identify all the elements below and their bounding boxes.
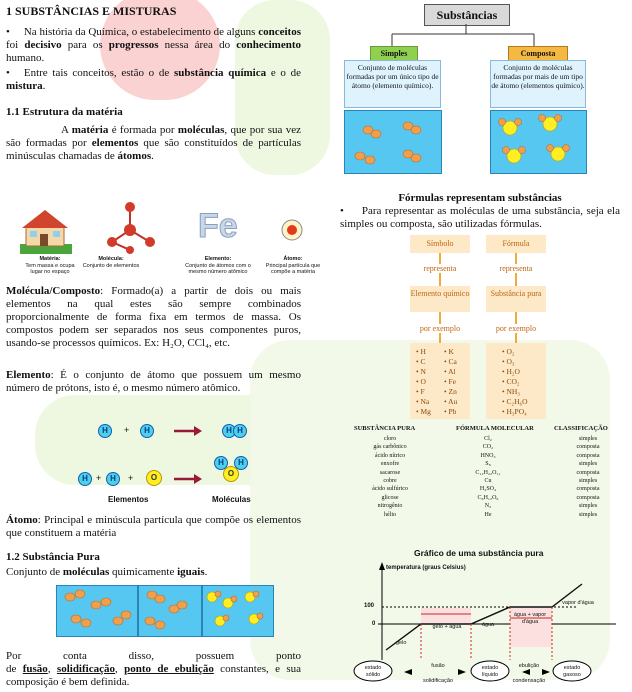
table-cell: cobre bbox=[383, 478, 397, 485]
table-cell: C₆H₁₂O₆ bbox=[477, 494, 499, 501]
paragraph: A matéria é formada por moléculas, que por sua vez são formadas por elementos que são constituídos de partículas minúsculas chamadas de átomos. bbox=[6, 124, 301, 162]
table-col-class bbox=[552, 435, 624, 519]
table-col-formula bbox=[440, 435, 536, 519]
example-item: • F bbox=[416, 387, 425, 396]
caption-atomo: Átomo: Principal partícula que compõe a matéria bbox=[265, 256, 321, 275]
arrow-icon bbox=[174, 474, 202, 484]
transition-solidificacao: solidificação bbox=[423, 678, 453, 684]
hydrogen-atom: H bbox=[214, 456, 228, 470]
graph-ylabel: temperatura (graus Celsius) bbox=[386, 565, 466, 571]
table-cell: S₈ bbox=[485, 461, 491, 468]
table-col-substance bbox=[340, 435, 440, 519]
oxygen-atom: O bbox=[223, 466, 239, 482]
table-cell: Cl₂ bbox=[484, 436, 492, 442]
table-cell: Cu bbox=[484, 478, 492, 485]
transition-condensacao: condensação bbox=[512, 678, 546, 684]
table-cell: composta bbox=[576, 452, 600, 459]
representa-label: representa bbox=[486, 264, 546, 273]
table-cell: simples bbox=[578, 478, 598, 485]
paragraph: de fusão, solidificação, ponto de ebulição constantes, e sua composição é bem definida. bbox=[6, 663, 302, 688]
state-solido: estado sólido bbox=[364, 665, 382, 678]
composta-description: Conjunto de moléculas formadas por mais de um tipo de átomo (elementos químico). bbox=[490, 60, 586, 108]
table-cell: hélio bbox=[384, 511, 396, 518]
example-item: • Ca bbox=[444, 357, 457, 366]
table-cell: gás carbônico bbox=[373, 444, 407, 451]
caption-materia: Matéria: Tem massa e ocupa lugar no espaço bbox=[25, 256, 75, 275]
plus-sign: + bbox=[124, 425, 130, 435]
section-title: 1 SUBSTÂNCIAS E MISTURAS bbox=[6, 4, 177, 18]
particle-dots bbox=[344, 110, 585, 172]
representa-label: representa bbox=[410, 264, 470, 273]
tick-0: 0 bbox=[372, 621, 376, 627]
table-cell: ácido nítrico bbox=[374, 452, 406, 459]
transition-fusao: fusão bbox=[431, 663, 445, 669]
substancias-title: Substâncias bbox=[424, 4, 510, 26]
example-item: • Pb bbox=[444, 407, 457, 416]
subsection-title: 1.2 Substância Pura bbox=[6, 551, 100, 563]
example-item: • O bbox=[416, 377, 426, 386]
subsection-title: 1.1 Estrutura da matéria bbox=[6, 106, 123, 118]
example-item: • Al bbox=[444, 367, 456, 376]
molecula-composto-definition: Molécula/Composto: Formado(a) a partir de dois ou mais elementos na qual estes são sempre combinados proporcionalmente de forma fixa em termos de massa. Os compostos podem ser separados nos seus componentes puros, usando-se processos químicos. Ex: H₂O, CCl₄, etc. bbox=[6, 285, 301, 349]
plus-sign: + bbox=[96, 473, 102, 483]
elemento-definition: Elemento: É o conjunto de átomo que possuem um mesmo número de prótons, isto é, o mesmo número atômico. bbox=[6, 369, 301, 394]
header-substancia: SUBSTÂNCIA PURA bbox=[354, 425, 416, 432]
bullet-paragraph: • Na história da Química, o estabelecimento de alguns conceitos foi decisivo para os progressos nessa área do conhecimento humano. bbox=[6, 26, 301, 64]
composta-label: Composta bbox=[508, 46, 568, 61]
hydrogen-atom: H bbox=[222, 424, 236, 438]
table-cell: simples bbox=[578, 436, 598, 442]
state-liquido: estado líquido bbox=[481, 665, 499, 678]
table-cell: composta bbox=[576, 494, 600, 501]
atomo-definition: Átomo: Principal e minúscula partícula que compõe os elementos que constituem a matéria bbox=[6, 514, 301, 539]
table-cell: enxofre bbox=[380, 461, 400, 468]
plus-sign: + bbox=[128, 473, 134, 483]
caption-elemento: Elemento: Conjunto de átomos com o mesmo número atômico bbox=[185, 256, 251, 275]
example-item: • Fe bbox=[444, 377, 457, 386]
hydrogen-atom: H bbox=[106, 472, 120, 486]
tick-100: 100 bbox=[364, 603, 375, 609]
particle-dots bbox=[56, 585, 272, 635]
example-item: • C₂H₆O bbox=[502, 397, 528, 406]
example-item: • N bbox=[416, 367, 426, 376]
example-item: • NH₃ bbox=[502, 387, 520, 396]
table-cell: sacarose bbox=[379, 469, 401, 476]
state-gasoso: estado gasoso bbox=[563, 665, 581, 678]
graph-title: Gráfico de uma substância pura bbox=[414, 548, 544, 558]
example-item: • H bbox=[416, 347, 426, 356]
tree-lines bbox=[330, 24, 610, 48]
hydrogen-atom: H bbox=[98, 424, 112, 438]
simples-description: Conjunto de moléculas formadas por um único tipo de átomo (elemento químico). bbox=[344, 60, 441, 108]
example-item: • C bbox=[416, 357, 426, 366]
formulas-paragraph: • Para representar as moléculas de uma substância, seja ela simples ou composta, são utilizadas fórmulas. bbox=[340, 205, 620, 230]
examples-box-substances bbox=[486, 343, 546, 419]
oxygen-atom: O bbox=[146, 470, 162, 486]
formula-box: Fórmula bbox=[486, 235, 546, 253]
example-item: • H₃PO₄ bbox=[502, 407, 527, 416]
elements-label: Elementos bbox=[108, 495, 149, 504]
table-cell: simples bbox=[578, 503, 598, 510]
house-illustration bbox=[18, 206, 73, 254]
paragraph: Conjunto de moléculas quimicamente iguais. bbox=[6, 566, 208, 578]
molecule-illustration bbox=[100, 198, 162, 256]
caption-molecula: Molécula: Conjunto de elementos bbox=[82, 256, 140, 269]
table-cell: simples bbox=[578, 461, 598, 468]
hydrogen-atom: H bbox=[233, 424, 247, 438]
atom-icon bbox=[280, 218, 304, 242]
hydrogen-atom: H bbox=[140, 424, 154, 438]
examples-box-elements bbox=[410, 343, 470, 419]
header-formula: FÓRMULA MOLECULAR bbox=[456, 425, 534, 432]
table-cell: H₂SO₄ bbox=[479, 486, 497, 493]
example-item: • K bbox=[444, 347, 454, 356]
table-cell: composta bbox=[576, 486, 600, 493]
elemento-quimico-box: Elemento químico bbox=[410, 286, 470, 312]
table-cell: CO₂ bbox=[482, 444, 494, 451]
table-cell: He bbox=[484, 511, 492, 518]
substancia-pura-box: Substância pura bbox=[486, 286, 546, 312]
table-cell: ácido sulfúrico bbox=[372, 486, 408, 493]
bullet-paragraph: • Entre tais conceitos, estão o de substância química e o de mistura. bbox=[6, 67, 301, 92]
segment-gelo-agua: gelo + água bbox=[432, 624, 462, 630]
example-item: • H₂O bbox=[502, 367, 520, 376]
table-cell: N₂ bbox=[484, 503, 492, 510]
table-cell: nitrogênio bbox=[377, 503, 403, 510]
table-cell: simples bbox=[578, 511, 598, 518]
table-cell: glicose bbox=[381, 494, 399, 501]
table-cell: HNO₃ bbox=[480, 452, 496, 459]
header-classificacao: CLASSIFICAÇÃO bbox=[554, 425, 608, 432]
simbolo-box: Símbolo bbox=[410, 235, 470, 253]
molecules-label: Moléculas bbox=[212, 495, 251, 504]
hydrogen-atom: H bbox=[234, 456, 248, 470]
arrow-icon bbox=[174, 426, 202, 436]
segment-gelo: gelo bbox=[396, 640, 407, 646]
segment-vapor: vapor d'água bbox=[562, 600, 594, 606]
segment-agua-vapor: água + vapor d'água bbox=[513, 612, 547, 625]
table-cell: composta bbox=[576, 444, 600, 451]
formulas-title: Fórmulas representam substâncias bbox=[398, 192, 562, 204]
example-item: • O₂ bbox=[502, 347, 515, 356]
table-cell: cloro bbox=[383, 436, 397, 442]
simples-label: Simples bbox=[370, 46, 418, 61]
example-item: • Au bbox=[444, 397, 458, 406]
table-cell: composta bbox=[576, 469, 600, 476]
table-cell: C₁₂H₂₂O₁₁ bbox=[475, 469, 501, 476]
transition-ebulicao: ebulição bbox=[518, 663, 540, 669]
example-item: • CO₂ bbox=[502, 377, 520, 386]
example-item: • Mg bbox=[416, 407, 431, 416]
example-item: • Na bbox=[416, 397, 430, 406]
example-item: • O₃ bbox=[502, 357, 515, 366]
example-item: • Zn bbox=[444, 387, 457, 396]
hydrogen-atom: H bbox=[78, 472, 92, 486]
paragraph: Por conta disso, possuem ponto bbox=[6, 650, 301, 662]
element-symbol: Fe bbox=[198, 207, 238, 245]
por-exemplo-label: por exemplo bbox=[410, 324, 470, 333]
segment-agua: água bbox=[482, 622, 495, 628]
por-exemplo-label: por exemplo bbox=[486, 324, 546, 333]
